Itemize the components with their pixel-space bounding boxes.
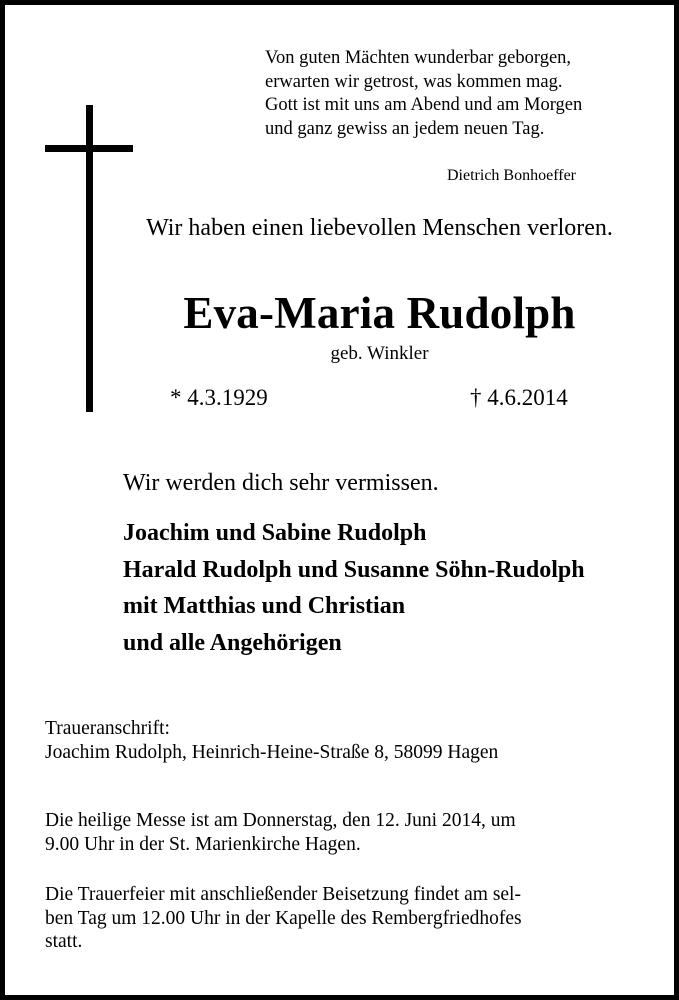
miss-text: Wir werden dich sehr vermissen. bbox=[123, 470, 439, 496]
funeral-line: ben Tag um 12.00 Uhr in der Kapelle des Rembergfriedhofes bbox=[45, 907, 522, 929]
address-line: Joachim Rudolph, Heinrich-Heine-Straße 8, 58099 Hagen bbox=[45, 741, 499, 763]
poem-line: Gott ist mit uns am Abend und am Morgen bbox=[265, 95, 583, 115]
family-member: Joachim und Sabine Rudolph bbox=[123, 520, 427, 546]
poem-author: Dietrich Bonhoeffer bbox=[447, 167, 576, 184]
death-date: † 4.6.2014 bbox=[470, 385, 568, 410]
family-member: und alle Angehörigen bbox=[123, 629, 342, 656]
family-member: Harald Rudolph und Susanne Söhn-Rudolph bbox=[123, 556, 585, 583]
cross-icon-horizontal-bar bbox=[45, 145, 133, 152]
address-label: Traueranschrift: bbox=[45, 718, 170, 739]
birth-date: * 4.3.1929 bbox=[170, 385, 268, 410]
mass-line: Die heilige Messe ist am Donnerstag, den 12. Juni 2014, um bbox=[45, 810, 516, 831]
poem-line: erwarten wir getrost, was kommen mag. bbox=[265, 71, 563, 92]
family-member: mit Matthias und Christian bbox=[123, 593, 406, 619]
mass-line: 9.00 Uhr in der St. Marienkirche Hagen. bbox=[45, 833, 361, 855]
funeral-info bbox=[45, 883, 522, 954]
poem bbox=[265, 47, 582, 141]
intro-text: Wir haben einen liebevollen Menschen verloren. bbox=[146, 215, 613, 241]
poem-line: und ganz gewiss an jedem neuen Tag. bbox=[265, 118, 545, 139]
deceased-name: Eva-Maria Rudolph bbox=[183, 288, 576, 338]
mass-info bbox=[45, 809, 516, 856]
funeral-line: Die Trauerfeier mit anschließender Beisetzung findet am sel- bbox=[45, 884, 521, 905]
mourning-address bbox=[45, 717, 498, 764]
funeral-line: statt. bbox=[45, 931, 83, 952]
family-list bbox=[123, 515, 585, 661]
poem-line: Von guten Mächten wunderbar geborgen, bbox=[265, 48, 572, 68]
maiden-name: geb. Winkler bbox=[330, 343, 429, 364]
